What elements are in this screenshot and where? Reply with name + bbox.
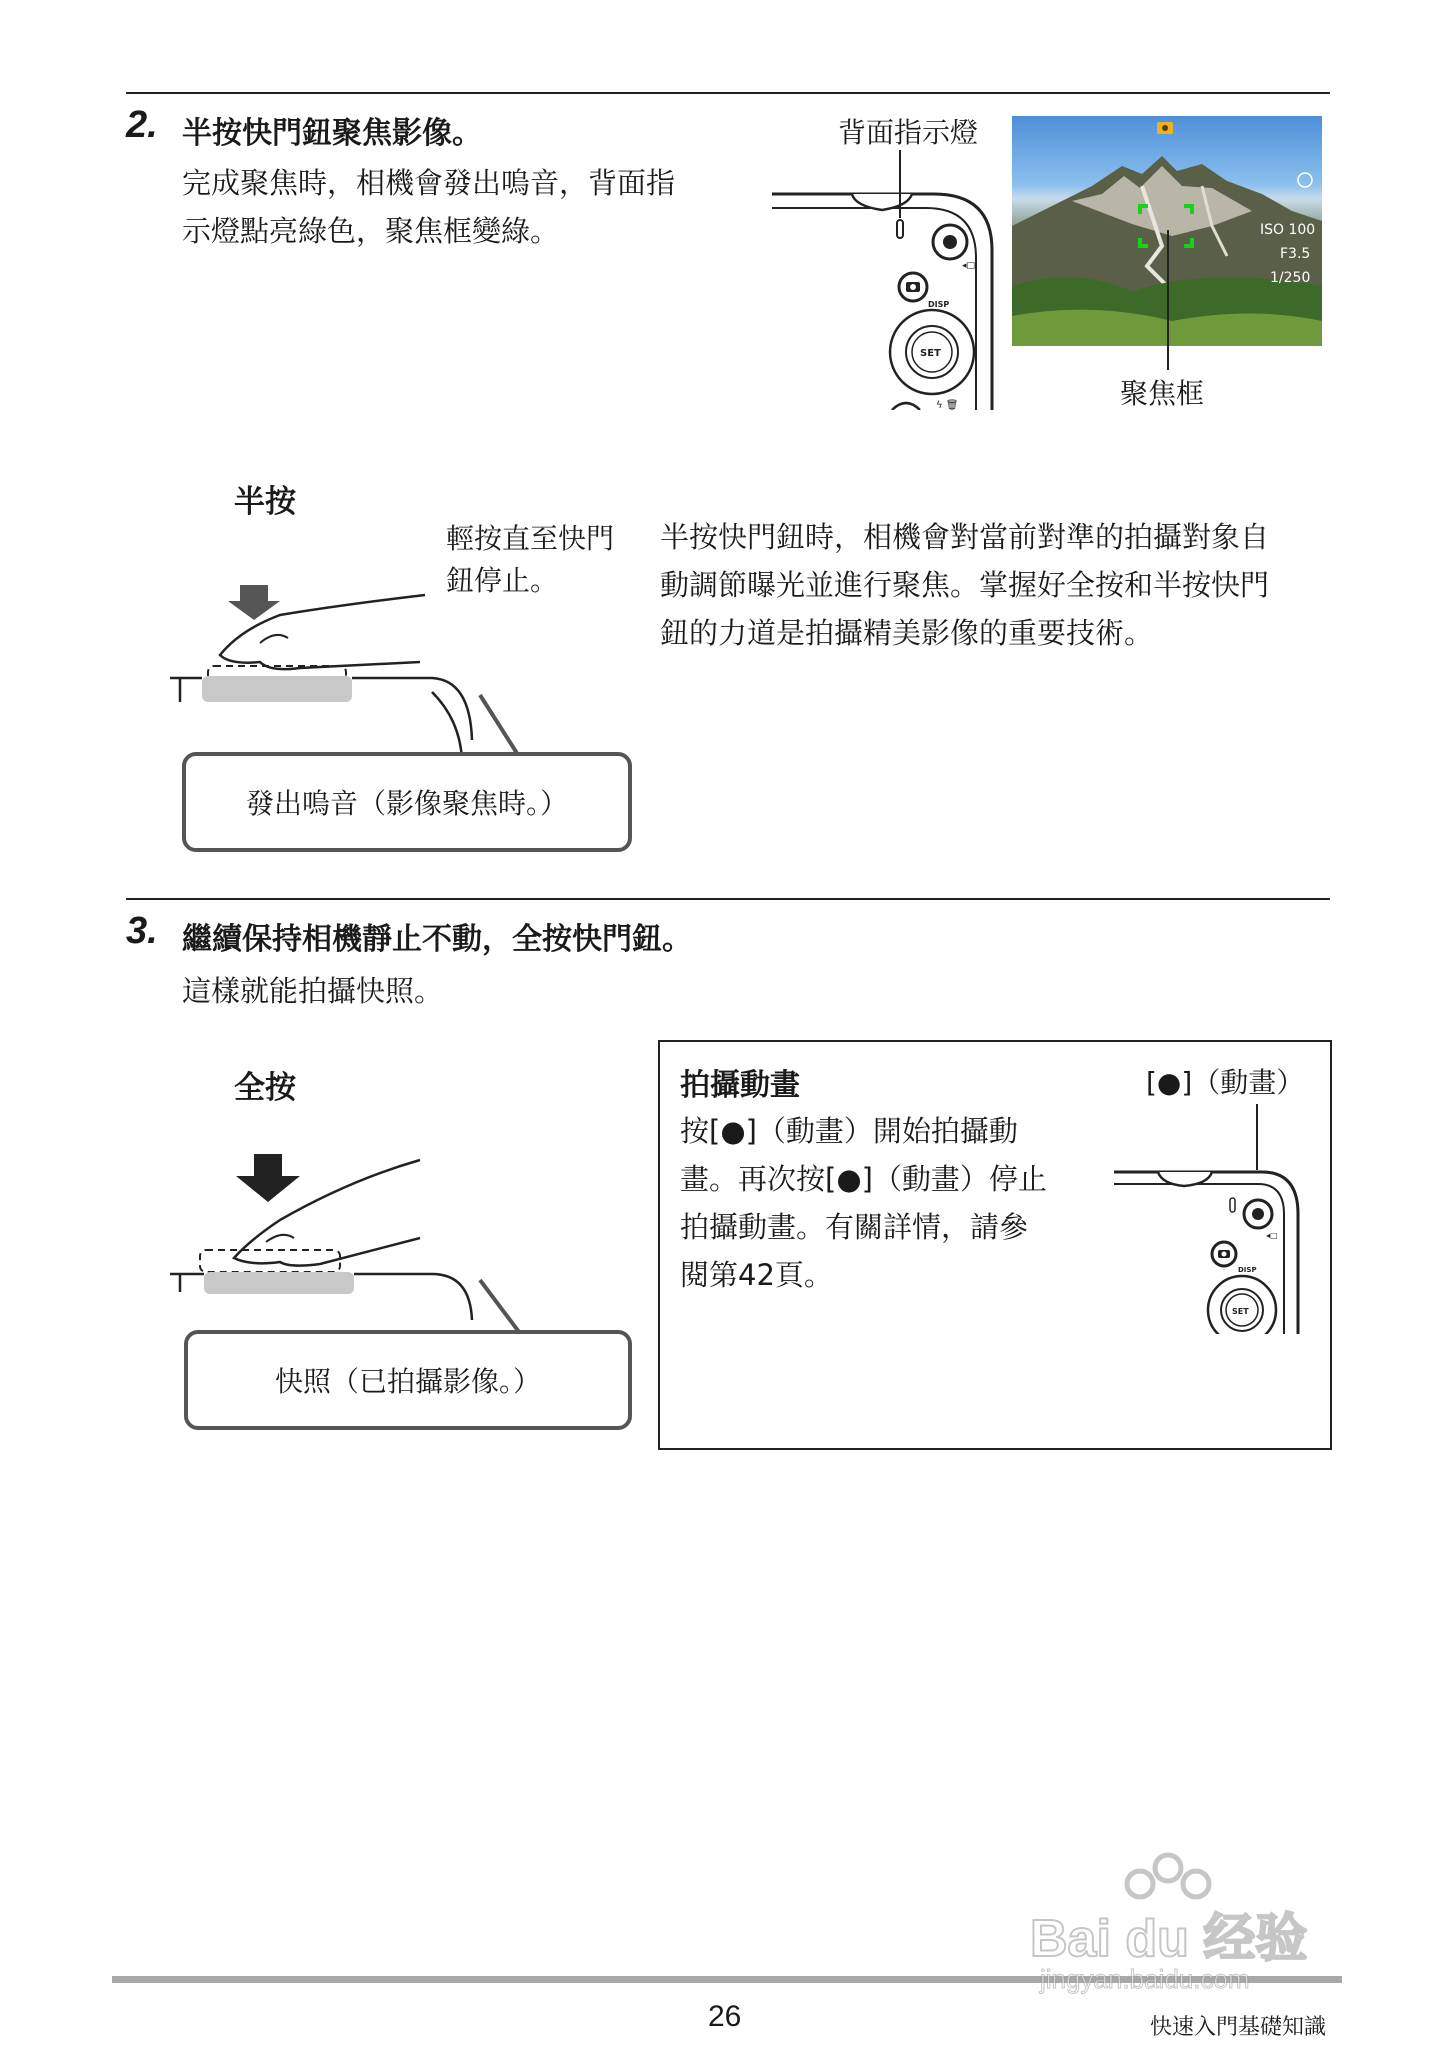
half-press-illustration [170, 560, 650, 760]
baidu-watermark [1030, 1846, 1370, 1996]
half-press-desc-line3: 鈕的力道是拍攝精美影像的重要技術。 [660, 616, 1154, 650]
step-3-rule [126, 898, 1330, 900]
full-press-snapshot-text: 快照（已拍攝影像。） [274, 1365, 541, 1398]
top-rule [126, 92, 1330, 94]
focus-frame-leader-line [1167, 230, 1169, 370]
step-2-body-line2: 示燈點亮綠色，聚焦框變綠。 [182, 214, 560, 248]
camera-back-illustration [770, 150, 1010, 410]
half-press-desc-line2: 動調節曝光並進行聚焦。掌握好全按和半按快門 [660, 568, 1270, 602]
half-press-desc-line1: 半按快門鈕時，相機會對當前對準的拍攝對象自 [660, 520, 1270, 554]
half-press-heading: 半按 [234, 484, 296, 520]
movie-recording-box [658, 1040, 1332, 1450]
svg-text:◂□: ◂□ [1266, 1231, 1278, 1240]
half-press-beep-text: 發出嗚音（影像聚焦時。） [245, 787, 568, 820]
step-2-number: 2. [126, 104, 158, 146]
svg-text:ϟ 🗑: ϟ 🗑 [936, 400, 959, 410]
svg-text:◂□: ◂□ [962, 261, 976, 271]
svg-text:DISP: DISP [928, 300, 950, 309]
step-3-number: 3. [126, 910, 158, 952]
movie-button-label: [●]（動畫） [1146, 1066, 1305, 1099]
footer-section-title: 快速入門基礎知識 [1150, 2015, 1327, 2040]
svg-text:ISO 100: ISO 100 [1260, 222, 1316, 238]
back-indicator-label: 背面指示燈 [838, 116, 979, 149]
camera-back-movie-illustration [1112, 1104, 1312, 1334]
watermark-url: jingyan.baidu.com [1040, 1964, 1250, 1994]
movie-box-line4: 閱第42頁。 [680, 1258, 833, 1292]
svg-text:DISP: DISP [1238, 1266, 1257, 1274]
step-3-body: 這樣就能拍攝快照。 [182, 974, 444, 1008]
page-number: 26 [708, 2000, 742, 2033]
movie-box-line3: 拍攝動畫。有關詳情，請參 [680, 1210, 1029, 1244]
movie-box-title: 拍攝動畫 [680, 1068, 800, 1103]
full-press-illustration [170, 1150, 650, 1350]
half-press-callout-line1: 輕按直至快門 [446, 522, 615, 555]
svg-text:1/250: 1/250 [1270, 270, 1311, 286]
movie-box-line2: 畫。再次按[●]（動畫）停止 [680, 1162, 1047, 1196]
full-press-snapshot-bubble [184, 1330, 632, 1430]
half-press-callout-line2: 鈕停止。 [446, 564, 559, 597]
movie-box-line1: 按[●]（動畫）開始拍攝動 [680, 1114, 1018, 1148]
full-press-heading: 全按 [234, 1070, 296, 1106]
step-2-title: 半按快門鈕聚焦影像。 [182, 116, 482, 151]
step-2-body-line1: 完成聚焦時，相機會發出嗚音，背面指 [182, 166, 676, 200]
step-3-title: 繼續保持相機靜止不動，全按快門鈕。 [182, 922, 692, 957]
svg-text:SET: SET [1232, 1307, 1249, 1316]
svg-text:F3.5: F3.5 [1280, 246, 1311, 262]
half-press-beep-bubble [182, 752, 632, 852]
focus-frame-label: 聚焦框 [1120, 377, 1205, 410]
svg-text:SET: SET [920, 348, 941, 359]
watermark-brand: Bai du 经验 [1030, 1910, 1308, 1968]
